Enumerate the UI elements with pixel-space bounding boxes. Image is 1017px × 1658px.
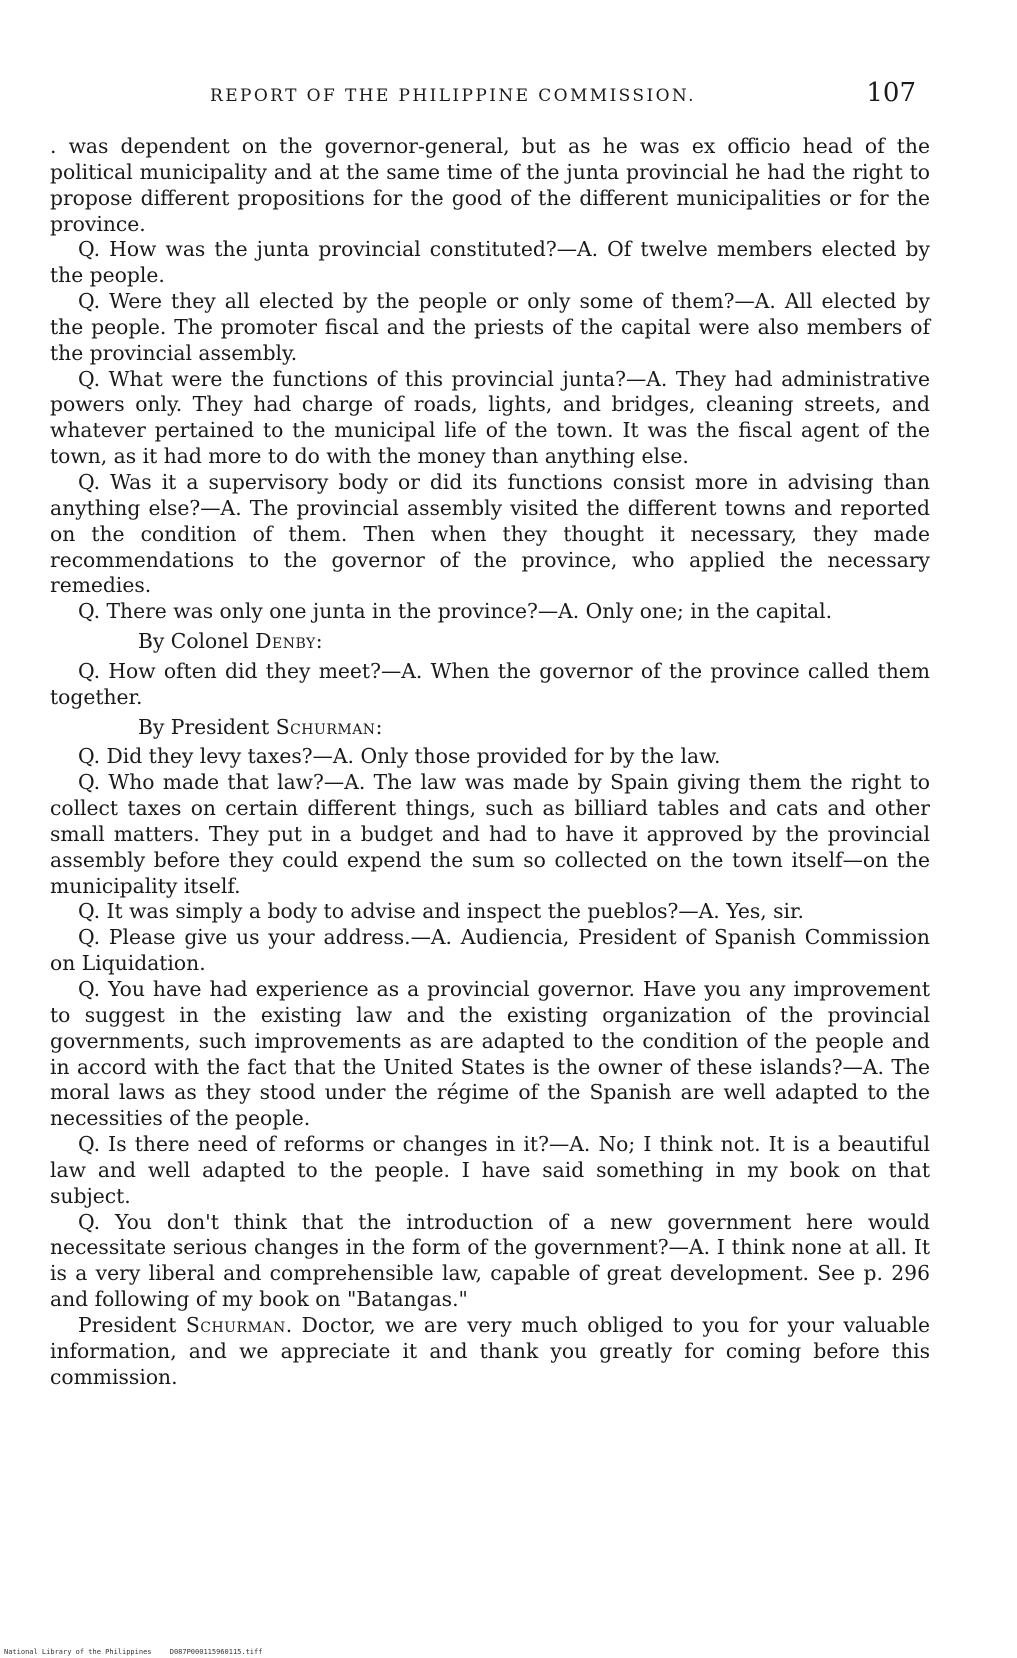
paragraph: Q. Is there need of reforms or changes in it?—A. No; I think not. It is a beautiful law and well adapted to the people. I have said something in my book on that subject. bbox=[50, 1132, 930, 1208]
speaker-prefix: By Colonel bbox=[138, 629, 249, 654]
scan-footer bbox=[4, 1648, 276, 1656]
paragraph: Q. You don't think that the introduction of a new government here would necessitate serious changes in the form of the government?—A. I think none at all. It is a very liberal and comprehensible law, capable of great development. See p. 296 and following of my book on "Batangas." bbox=[50, 1209, 930, 1312]
speaker-prefix: By President bbox=[138, 714, 270, 739]
speaker-line bbox=[50, 629, 930, 655]
body-text bbox=[50, 134, 930, 1391]
speaker-name: Denby bbox=[255, 629, 316, 654]
paragraph: Q. What were the functions of this provincial junta?—A. They had administrative powers only. They had charge of roads, lights, and bridges, cleaning streets, and whatever pertained to the municipal life of the town. It was the fiscal agent of the town, as it had more to do with the money than anything else. bbox=[50, 366, 930, 469]
closing-prefix: President bbox=[78, 1312, 177, 1337]
paragraph bbox=[50, 1313, 930, 1391]
running-title: REPORT OF THE PHILIPPINE COMMISSION. bbox=[210, 86, 696, 106]
running-head bbox=[50, 80, 930, 114]
paragraph: Q. Please give us your address.—A. Audiencia, President of Spanish Commission on Liquidation. bbox=[50, 925, 930, 976]
speaker-name: Schurman bbox=[275, 714, 376, 739]
page-number: 107 bbox=[866, 78, 916, 108]
paragraph: Q. It was simply a body to advise and inspect the pueblos?—A. Yes, sir. bbox=[78, 899, 804, 924]
closing-speaker-name: Schurman bbox=[185, 1312, 286, 1337]
paragraph: Q. Was it a supervisory body or did its functions consist more in advising than anything else?—A. The provincial assembly visited the different towns and reported on the condition of them. Then when they thought it necessary, they made recommendations to the governor of the province, who applied the necessary remedies. bbox=[50, 469, 930, 598]
footer-library: National Library of the Philippines bbox=[4, 1648, 152, 1656]
paragraph: . was dependent on the governor-general, but as he was ex officio head of the political municipality and at the same time of the junta provincial he had the right to propose different propositions for the good of the different municipalities or for the province. bbox=[50, 134, 930, 236]
paragraph: Q. How was the junta provincial constituted?—A. Of twelve members elected by the people. bbox=[50, 237, 930, 288]
paragraph: Q. How often did they meet?—A. When the governor of the province called them together. bbox=[50, 658, 930, 709]
paragraph: Q. Who made that law?—A. The law was made by Spain giving them the right to collect taxes on certain different things, such as billiard tables and cats and other small matters. They put in a budget and had to have it approved by the provincial assembly before they could expend the sum so collected on the town itself—on the municipality itself. bbox=[50, 770, 930, 898]
speaker-suffix: : bbox=[315, 629, 323, 654]
closing-text: . Doctor, we are very much obliged to you for your valuable information, and we appreciate it and thank you greatly for coming before this commission. bbox=[50, 1312, 930, 1389]
footer-file: D087P000115960115.tiff bbox=[169, 1648, 263, 1656]
paragraph: Q. There was only one junta in the province?—A. Only one; in the capital. bbox=[78, 599, 833, 624]
paragraph: Q. You have had experience as a provincial governor. Have you any improvement to suggest in the existing law and the existing organization of the provincial governments, such improvements as are adapted to the condition of the people and in accord with the fact that the United States is the owner of these islands?—A. The moral laws as they stood under the régime of the Spanish are well adapted to the necessities of the people. bbox=[50, 977, 930, 1131]
speaker-line bbox=[50, 715, 930, 741]
paragraph: Q. Did they levy taxes?—A. Only those provided for by the law. bbox=[78, 744, 721, 769]
paragraph: Q. Were they all elected by the people or only some of them?—A. All elected by the people. The promoter fiscal and the priests of the capital were also members of the provincial assembly. bbox=[50, 289, 930, 365]
speaker-suffix: : bbox=[375, 714, 383, 739]
